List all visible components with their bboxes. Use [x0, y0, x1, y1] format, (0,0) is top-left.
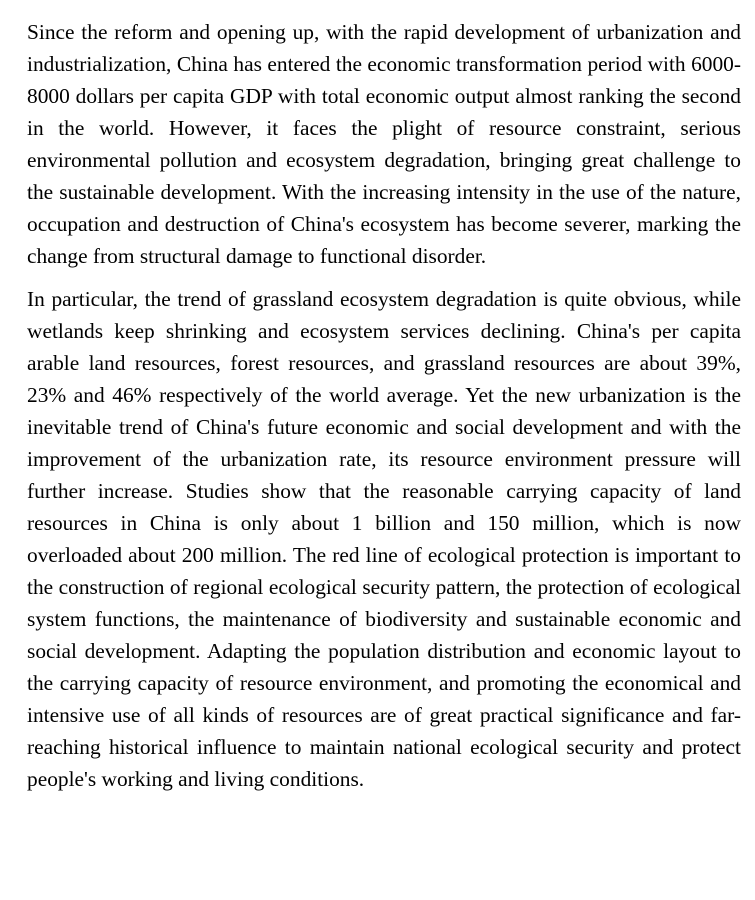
paragraph-1: Since the reform and opening up, with the rapid development of urbanization and industrialization, China has entered the economic transformation period with 6000-8000 dollars per capita GDP with total economic output almost ranking the second in the world. However, it faces the plight of resource constraint, serious environmental pollution and ecosystem degradation, bringing great challenge to the sustainable development. With the increasing intensity in the use of the nature, occupation and destruction of China's ecosystem has become severer, marking the change from structural damage to functional disorder.: [27, 20, 741, 268]
paragraph-2: In particular, the trend of grassland ecosystem degradation is quite obvious, while wetlands keep shrinking and ecosystem services declining. China's per capita arable land resources, forest resources, and grassland resources are about 39%, 23% and 46% respectively of the world average. Yet the new urbanization is the inevitable trend of China's future economic and social development and with the improvement of the urbanization rate, its resource environment pressure will further increase. Studies show that the reasonable carrying capacity of land resources in China is only about 1 billion and 150 million, which is now overloaded about 200 million. The red line of ecological protection is important to the construction of regional ecological security pattern, the protection of ecological system functions, the maintenance of biodiversity and sustainable economic and social development. Adapting the population distribution and economic layout to the carrying capacity of resource environment, and promoting the economical and intensive use of all kinds of resources are of great practical significance and far-reaching historical influence to maintain national ecological security and protect people's working and living conditions.: [27, 287, 741, 791]
